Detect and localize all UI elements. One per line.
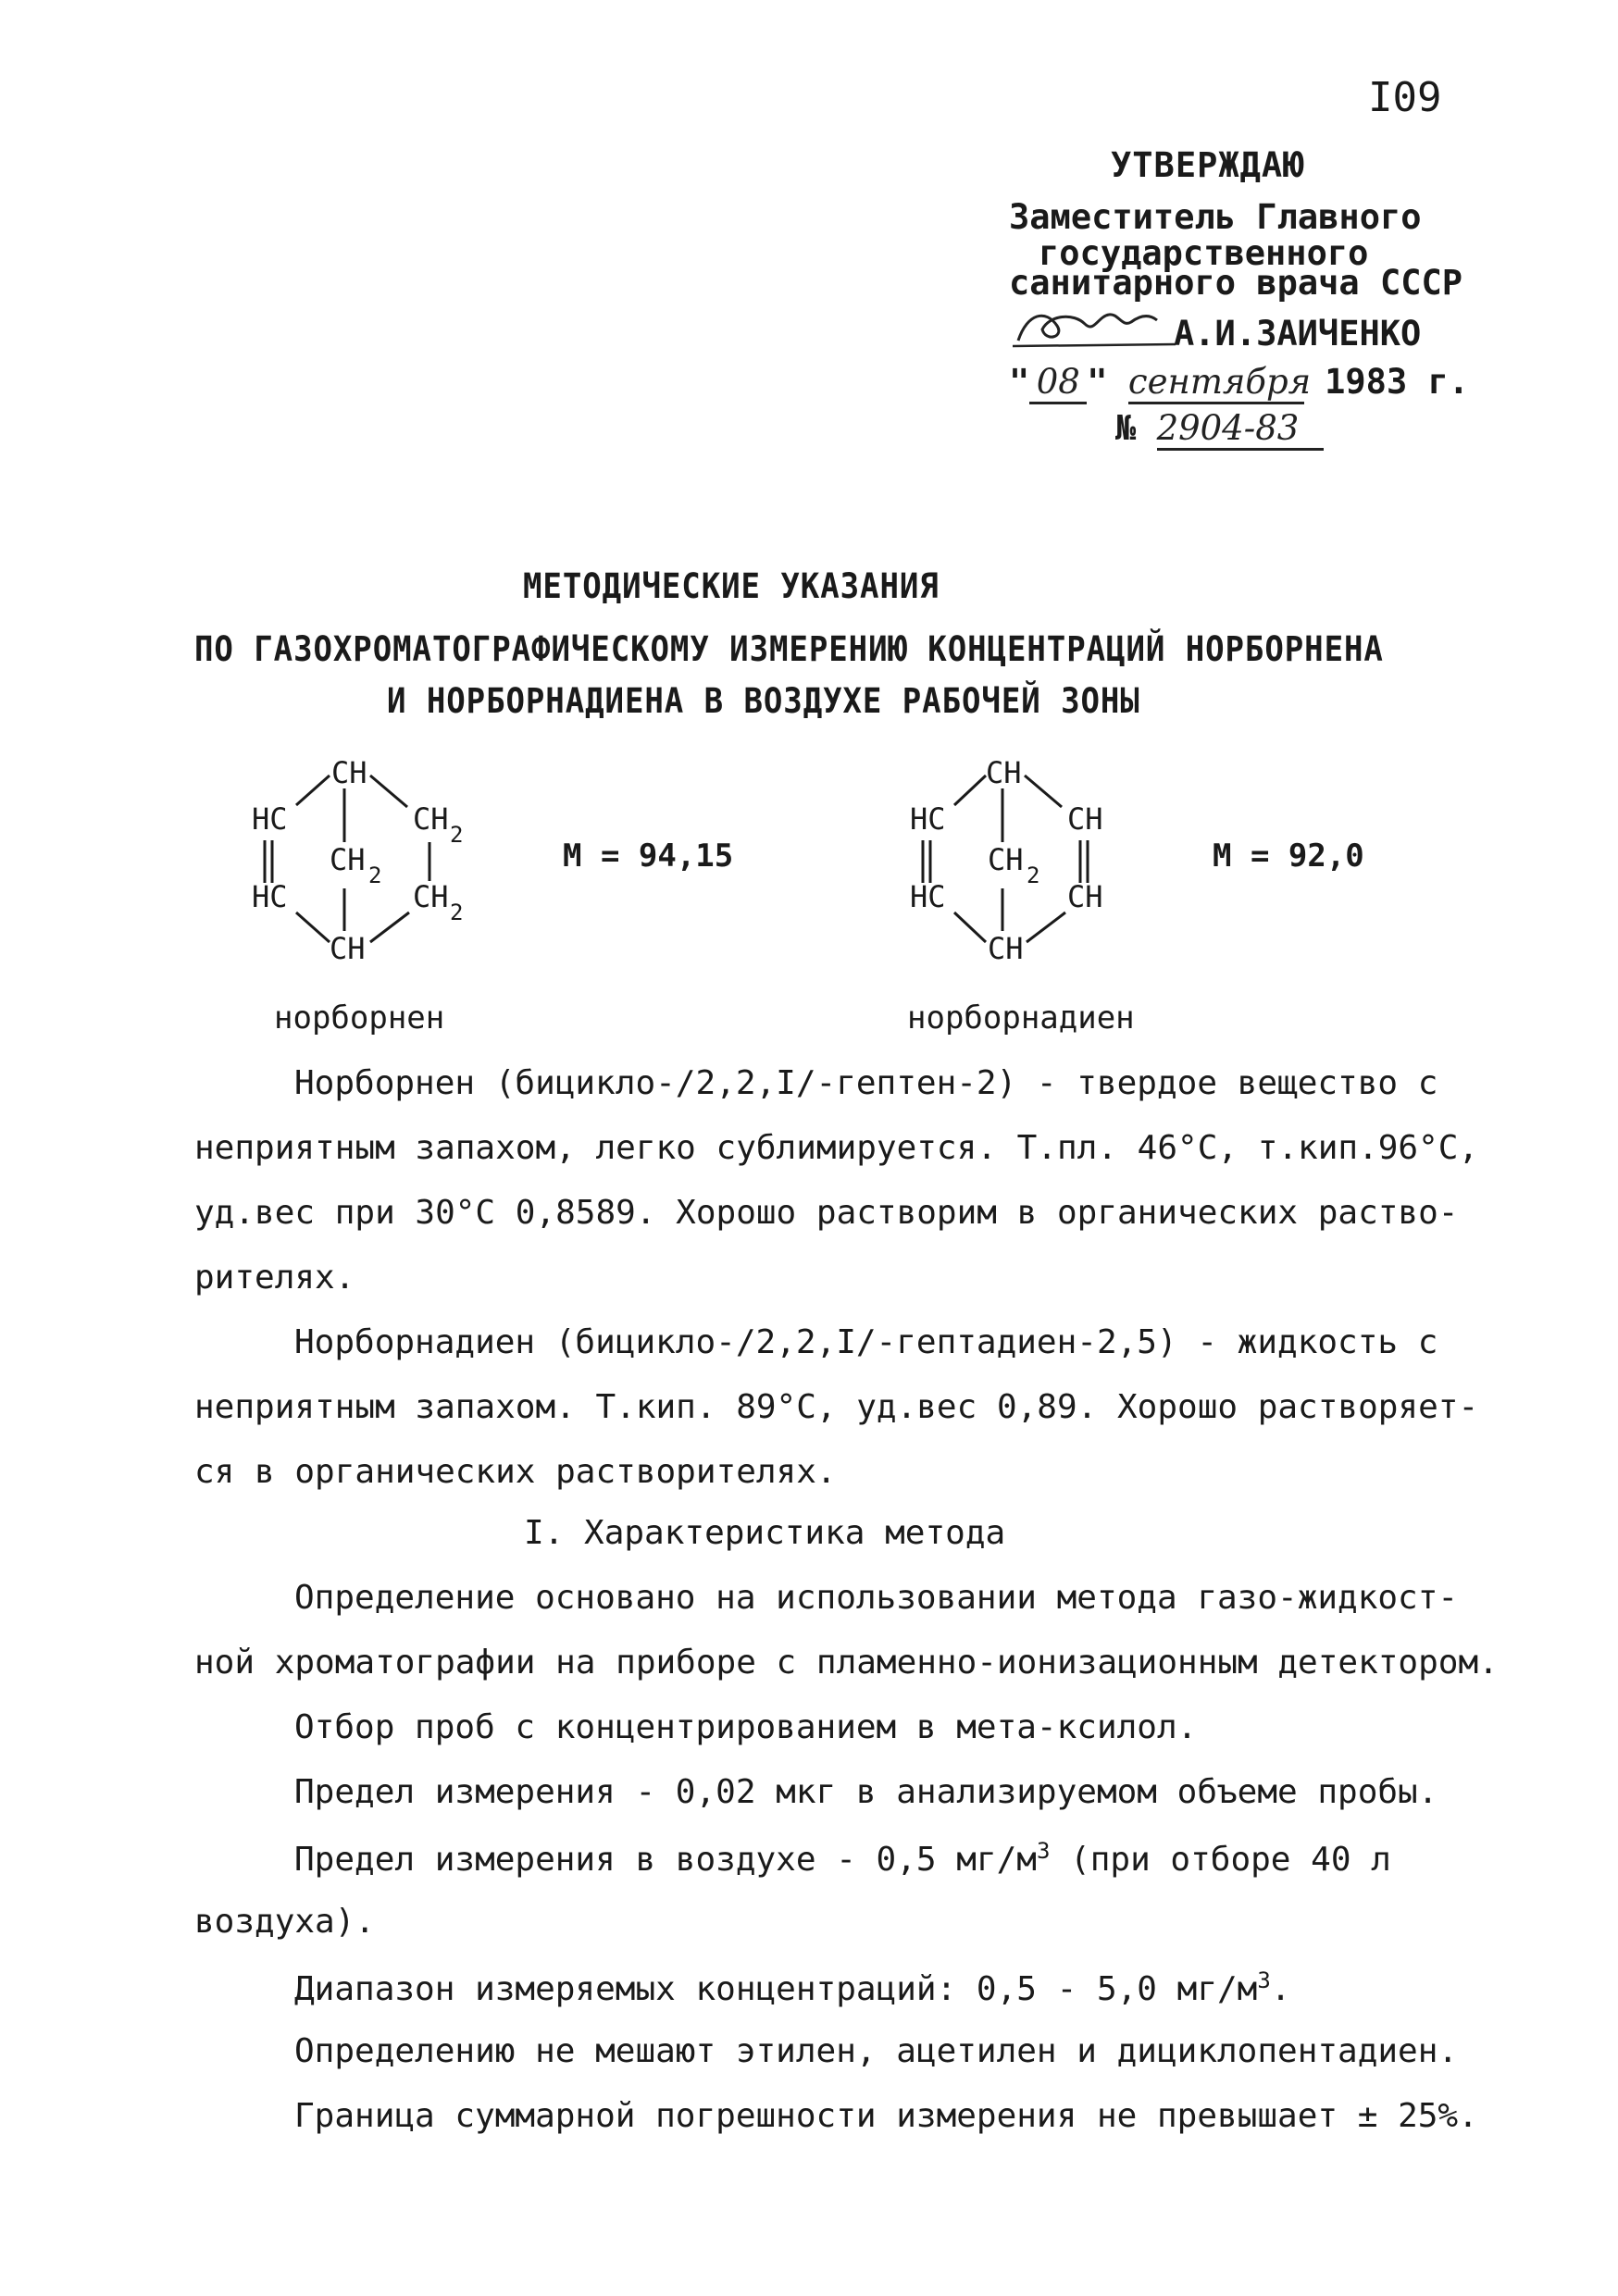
approval-header: УТВЕРЖДАЮ [1111,145,1305,185]
para2-line1: Норборнадиен (бицикло-/2,2,I/-гептадиен-2,5) - жидкость с [294,1323,1438,1361]
para1-line2: неприятным запахом, легко сублимируется. Т.пл. 46°С, т.кип.96°С, [194,1129,1479,1167]
norbornene-top: CH [331,755,367,790]
norbornene-right-lower: CH [413,879,449,914]
norbornadiene-left-lower: HC [910,879,946,914]
section1-line9-text: Граница суммарной погрешности измерения не превышает [294,2097,1358,2135]
page-number: I09 [1368,74,1442,121]
norbornene-right-upper-sub: 2 [450,822,464,848]
document-title-line1: МЕТОДИЧЕСКИЕ УКАЗАНИЯ [523,566,940,606]
norbornene-mass: М = 94,15 [563,838,734,875]
approval-date-year: 1983 г. [1325,362,1470,402]
norbornadiene-mass: М = 92,0 [1213,838,1364,875]
norbornadiene-top: CH [986,755,1022,790]
para1-line3: уд.вес при 30°С 0,8589. Хорошо растворим в органических раство- [194,1194,1459,1232]
section1-line9-tail: 25%. [1377,2097,1478,2135]
approval-number-value: 2904-83 [1157,409,1324,451]
para1-line4: рителях. [194,1259,355,1297]
section1-line8: Определению не мешают этилен, ацетилен и дициклопентадиен. [294,2032,1459,2070]
section1-line6: воздуха). [194,1903,376,1941]
section1-line5-sup: 3 [1036,1838,1051,1864]
section1-line5-tail: (при отборе 40 л [1050,1841,1391,1879]
approval-number-prefix: № [1115,408,1137,448]
section1-line7-tail: . [1270,1970,1291,2008]
document-title-line2: ПО ГАЗОХРОМАТОГРАФИЧЕСКОМУ ИЗМЕРЕНИЮ КОНЦЕНТРАЦИЙ НОРБОРНЕНА [194,629,1384,669]
section1-line1: Определение основано на использовании метода газо-жидкост- [294,1579,1459,1617]
approval-position-line3: санитарного врача СССР [1009,263,1463,303]
section1-line7-sup: 3 [1257,1967,1271,1993]
document-title-line3: И НОРБОРНАДИЕНА В ВОЗДУХЕ РАБОЧЕЙ ЗОНЫ [387,681,1140,721]
para2-line2: неприятным запахом. Т.кип. 89°С, уд.вес 0,89. Хорошо растворяет- [194,1388,1479,1426]
section1-line5-text: Предел измерения в воздухе - 0,5 мг/м [294,1841,1037,1879]
norbornene-left-lower: HC [252,879,288,914]
norbornadiene-right-upper: CH [1067,801,1103,837]
norbornene-bridge: CH [330,842,366,877]
approval-signer: А.И.ЗАИЧЕНКО [1174,314,1422,354]
approval-date: " 08 " сентября 1983 г. [1009,363,1469,404]
section1-heading: I. Характеристика метода [524,1514,1006,1552]
approval-position-line1: Заместитель Главного [1009,197,1422,237]
norbornene-bottom: CH [330,931,366,966]
norbornene-bridge-sub: 2 [368,863,382,888]
handwritten-signature [1009,305,1180,350]
section1-line5 [294,1838,1391,1879]
section1-line3: Отбор проб с концентрированием в мета-ксилол. [294,1708,1198,1746]
norbornene-right-lower-sub: 2 [450,900,464,925]
para2-line3: ся в органических растворителях. [194,1453,837,1491]
norbornadiene-name: норборнадиен [907,999,1135,1036]
norbornadiene-bridge-sub: 2 [1027,863,1040,888]
norbornadiene-bottom: CH [988,931,1024,966]
approval-date-month: сентября [1128,363,1304,404]
section1-line4: Предел измерения - 0,02 мкг в анализируемом объеме пробы. [294,1773,1438,1811]
norbornene-left-upper: HC [252,801,288,837]
approval-position-line2: государственного [1039,233,1369,273]
norbornadiene-structure [902,750,1162,981]
norbornadiene-left-upper: HC [910,801,946,837]
norbornene-right-upper: CH [413,801,449,837]
norbornadiene-bridge: CH [988,842,1024,877]
norbornene-name: норборнен [274,999,445,1036]
para1-line1: Норборнен (бицикло-/2,2,I/-гептен-2) - твердое вещество с [294,1064,1438,1102]
approval-date-day: 08 [1029,363,1087,404]
section1-line7-text: Диапазон измеряемых концентраций: 0,5 - 5,0 мг/м [294,1970,1258,2008]
section1-line2: ной хроматографии на приборе с пламенно-ионизационным детектором. [194,1644,1499,1682]
plus-minus-sign: ± [1357,2097,1378,2135]
approval-number [1115,409,1324,451]
section1-line7 [294,1967,1290,2008]
norbornadiene-right-lower: CH [1067,879,1103,914]
section1-line9 [294,2097,1478,2135]
norbornene-structure [241,750,518,981]
